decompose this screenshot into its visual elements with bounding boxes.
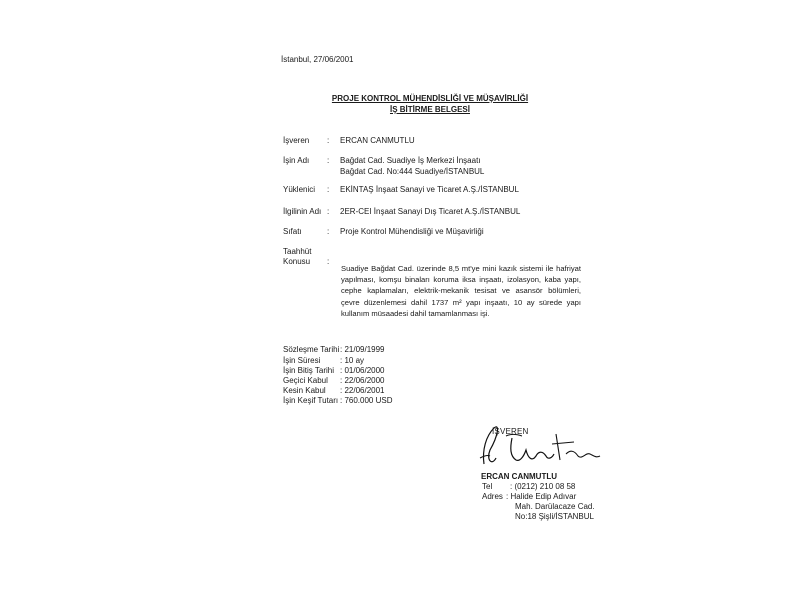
- date-line: İstanbul, 27/06/2001: [281, 55, 354, 64]
- field-colon: :: [327, 227, 330, 236]
- field-label-work-name: İşin Adı: [283, 156, 310, 165]
- field-value-work-name-line1: Bağdat Cad. Suadiye İş Merkezi İnşaatı: [340, 156, 481, 165]
- term-label-final-acceptance: Kesin Kabul: [283, 386, 326, 395]
- signature-tel-label: Tel: [482, 482, 493, 491]
- signature-role: İŞVEREN: [492, 427, 529, 436]
- term-value-discovery-amount: : 760.000 USD: [340, 396, 393, 405]
- signature-address-label: Adres: [482, 492, 503, 501]
- term-label-provisional-acceptance: Geçici Kabul: [283, 376, 328, 385]
- field-colon: :: [327, 207, 330, 216]
- field-value-employer: ERCAN CANMUTLU: [340, 136, 415, 145]
- commitment-text: Suadiye Bağdat Cad. üzerinde 8,5 mt'ye mini kazık sistemi ile hafriyat yapılması, komşu binaları koruma iksa inşaatı, izolasyon, kaba yapı, cephe kaplamaları, elektrik-mekanik tesisat ve asansör bölümleri, çevre düzenlemesi dahil 1737 m² yapı inşaatı, 10 ay sürede yapı kullanım müsaadesi dahil tamamlanması işi.: [341, 264, 581, 318]
- signature-address-line3: No:18 Şişli/İSTANBUL: [515, 512, 594, 521]
- commitment-label-line1: Taahhüt: [283, 247, 312, 256]
- term-label-discovery-amount: İşin Keşif Tutarı: [283, 396, 339, 405]
- document-subtitle: İŞ BİTİRME BELGESİ: [389, 105, 470, 114]
- term-value-provisional-acceptance: : 22/06/2000: [340, 376, 385, 385]
- field-value-contractor: EKİNTAŞ İnşaat Sanayi ve Ticaret A.Ş./İSTANBUL: [340, 185, 519, 194]
- term-label-end-date: İşin Bitiş Tarihi: [283, 366, 334, 375]
- term-value-final-acceptance: : 22/06/2001: [340, 386, 385, 395]
- signature-address-line2: Mah. Darülacaze Cad.: [515, 502, 595, 511]
- term-label-duration: İşin Süresi: [283, 356, 321, 365]
- term-value-end-date: : 01/06/2000: [340, 366, 385, 375]
- field-colon: :: [327, 156, 330, 165]
- term-value-contract-date: : 21/09/1999: [340, 345, 385, 354]
- signature-address-line1: : Halide Edip Adıvar: [506, 492, 577, 501]
- field-colon: :: [327, 136, 330, 145]
- commitment-label-line2: Konusu: [283, 257, 311, 266]
- signature-tel-value: : (0212) 210 08 58: [510, 482, 576, 491]
- signature-name: ERCAN CANMUTLU: [481, 472, 557, 481]
- field-colon: :: [327, 257, 330, 266]
- field-value-capacity: Proje Kontrol Mühendisliği ve Müşavirliği: [340, 227, 484, 236]
- field-label-capacity: Sıfatı: [283, 227, 302, 236]
- handwritten-signature: [476, 420, 606, 470]
- term-label-contract-date: Sözleşme Tarihi: [283, 345, 340, 354]
- field-value-concerned-name: 2ER-CEI İnşaat Sanayi Dış Ticaret A.Ş./İSTANBUL: [340, 207, 521, 216]
- field-colon: :: [327, 185, 330, 194]
- term-value-duration: : 10 ay: [340, 356, 365, 365]
- field-value-work-name-line2: Bağdat Cad. No:444 Suadiye/İSTANBUL: [340, 167, 485, 176]
- field-label-contractor: Yüklenici: [283, 185, 316, 194]
- document-title: PROJE KONTROL MÜHENDİSLİĞİ VE MÜŞAVİRLİĞİ: [331, 94, 529, 103]
- field-label-concerned-name: İlgilinin Adı: [283, 207, 322, 216]
- field-label-employer: İşveren: [283, 136, 310, 145]
